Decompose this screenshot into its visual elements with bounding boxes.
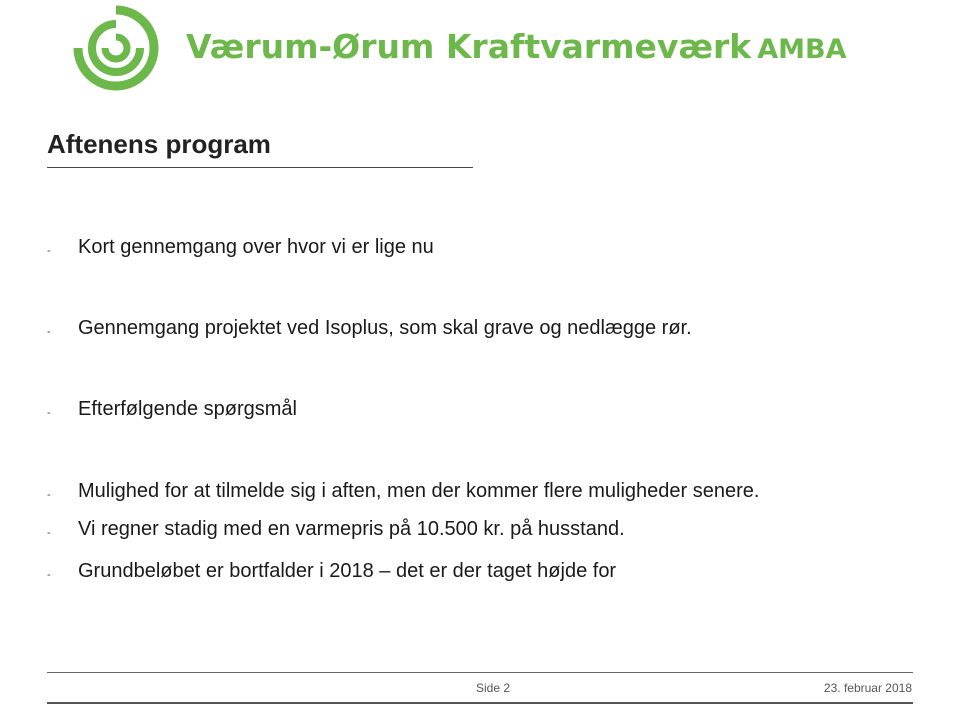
bullet-text: Gennemgang projektet ved Isoplus, som skal grave og nedlægge rør. xyxy=(78,317,692,339)
footer-date: 23. februar 2018 xyxy=(823,681,912,695)
company-name-text: Værum-Ørum Kraftvarmeværk xyxy=(186,27,752,66)
company-suffix: AMBA xyxy=(757,34,847,65)
bullet-text: Mulighed for at tilmelde sig i aften, men der kommer flere muligheder senere. xyxy=(78,480,760,502)
bullet-text: Kort gennemgang over hvor vi er lige nu xyxy=(78,236,434,258)
bullet-text: Grundbeløbet er bortfalder i 2018 – det er der taget højde for xyxy=(78,560,617,582)
footer-divider-top xyxy=(47,672,913,673)
page-number: Side 2 xyxy=(476,681,511,695)
bullet-text: Efterfølgende spørgsmål xyxy=(78,398,297,420)
bullet-marker: - xyxy=(47,569,51,581)
bullet-marker: - xyxy=(47,489,51,501)
bullet-marker: - xyxy=(47,245,51,257)
bullet-marker: - xyxy=(47,407,51,419)
slide-title: Aftenens program xyxy=(47,129,271,159)
bullet-marker: - xyxy=(47,527,51,539)
bullet-text: Vi regner stadig med en varmepris på 10.500 kr. på husstand. xyxy=(78,518,625,540)
footer-divider-bottom xyxy=(47,702,913,704)
bullet-marker: - xyxy=(47,326,51,338)
